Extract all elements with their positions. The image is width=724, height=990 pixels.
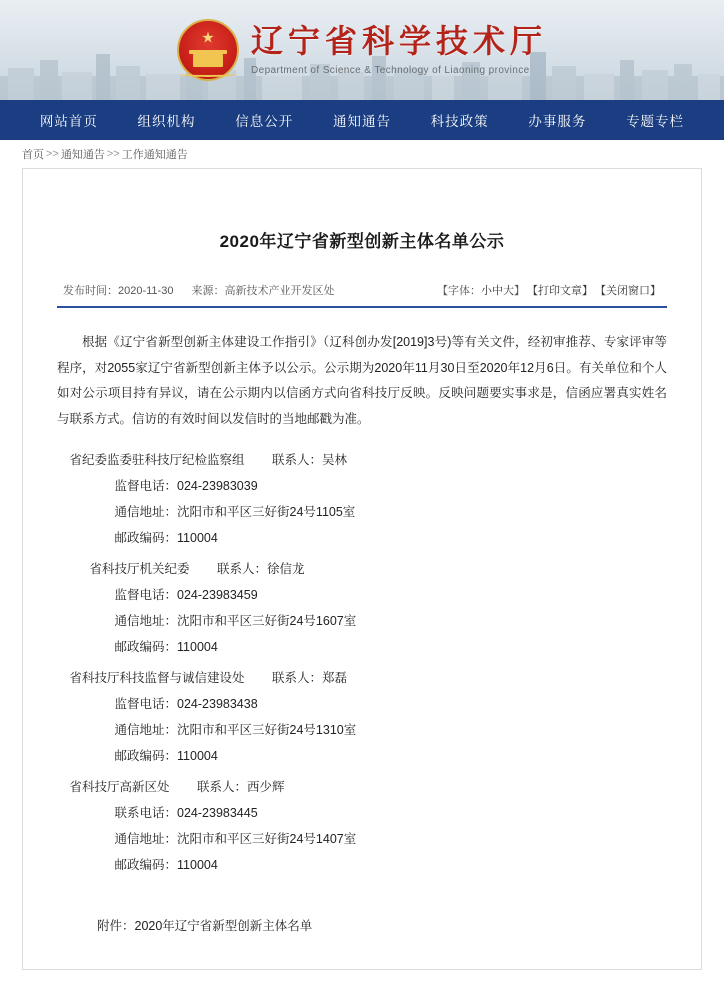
contact-line: 监督电话：024-23983459 [114, 587, 258, 602]
article-meta [57, 282, 667, 306]
contact-line: 邮政编码：110004 [114, 531, 218, 546]
font-size-medium[interactable]: 中 [492, 285, 503, 297]
contact-org: 省科技厅机关纪委 [89, 561, 190, 576]
contact-line: 联系电话：024-23983445 [114, 805, 258, 820]
main-navigation [0, 100, 724, 140]
article-paragraph: 根据《辽宁省新型创新主体建设工作指引》（辽科创办发[2019]3号)等有关文件，经初审推荐、专家评审等程序，对2055家辽宁省新型创新主体予以公示。公示期为2020年11月30日至2020年12月6日。有关单位和个人如对公示项目持有异议，请在公示期内以信函方式向省科技厅反映。反映问题要实事求是，信函应署真实姓名与联系方式。信访的有效时间以发信时的当地邮戳为准。 [57, 335, 667, 426]
breadcrumb-separator: >> [46, 148, 59, 160]
attachment-line[interactable]: 附件：2020年辽宁省新型创新主体名单 [97, 918, 313, 933]
site-subtitle: Department of Science & Technology of Liaoning province [250, 64, 530, 76]
breadcrumb [0, 140, 724, 168]
breadcrumb-item-notices[interactable]: 通知通告 [60, 149, 105, 161]
contact-line: 邮政编码：110004 [114, 640, 218, 655]
article-source: 来源：高新技术产业开发区处 [191, 285, 335, 297]
contact-line: 通信地址：沈阳市和平区三好街24号1407室 [114, 832, 357, 846]
contact-label: 联系人： [272, 670, 323, 685]
breadcrumb-item-work-notices[interactable]: 工作通知通告 [121, 149, 188, 161]
contact-line: 通信地址：沈阳市和平区三好街24号1105室 [114, 505, 356, 519]
article-body [57, 330, 667, 939]
contact-group [57, 447, 667, 552]
breadcrumb-item-home[interactable]: 首页 [22, 149, 44, 161]
contact-line: 邮政编码：110004 [114, 749, 218, 764]
nav-item-info-disclosure[interactable]: 信息公开 [235, 114, 294, 129]
contact-line: 监督电话：024-23983438 [114, 696, 258, 711]
contact-line: 邮政编码：110004 [114, 858, 218, 873]
breadcrumb-separator-2: >> [106, 148, 120, 160]
font-size-small[interactable]: 小 [481, 285, 492, 297]
nav-item-policy[interactable]: 科技政策 [430, 114, 489, 129]
contact-group-header [57, 774, 667, 800]
contact-label: 联系人： [217, 561, 268, 576]
contact-org: 省科技厅科技监督与诚信建设处 [69, 670, 245, 685]
site-banner [0, 0, 724, 100]
contact-group [57, 774, 667, 879]
contact-name: 徐信龙 [267, 561, 305, 576]
publish-time: 发布时间：2020-11-30 [63, 285, 174, 297]
contact-line: 监督电话：024-23983039 [114, 478, 258, 493]
national-emblem-icon: ★ [177, 19, 239, 81]
contact-label: 联系人： [197, 779, 248, 794]
nav-item-home[interactable]: 网站首页 [39, 114, 98, 129]
meta-divider [57, 306, 667, 308]
contact-org: 省科技厅高新区处 [69, 779, 170, 794]
contact-line: 通信地址：沈阳市和平区三好街24号1310室 [114, 723, 357, 737]
nav-item-special-columns[interactable]: 专题专栏 [626, 114, 685, 129]
page-content-wrapper [0, 168, 724, 990]
print-article-button[interactable]: 【打印文章】 [527, 285, 593, 297]
contact-group [57, 665, 667, 770]
contact-group [57, 556, 667, 661]
font-size-controls: 【字体：小中大】 [437, 285, 525, 297]
nav-item-organization[interactable]: 组织机构 [137, 114, 196, 129]
contact-name: 郑磊 [322, 670, 348, 685]
contact-group-header [57, 447, 667, 473]
page-title: 2020年辽宁省新型创新主体名单公示 [219, 232, 505, 251]
contact-org: 省纪委监委驻科技厅纪检监察组 [69, 452, 245, 467]
contact-line: 通信地址：沈阳市和平区三好街24号1607室 [114, 614, 357, 628]
contact-group-header [57, 556, 667, 582]
contact-name: 吴林 [322, 452, 348, 467]
nav-item-services[interactable]: 办事服务 [528, 114, 587, 129]
contact-group-header [57, 665, 667, 691]
site-title: 辽宁省科学技术厅 [250, 23, 547, 60]
contact-label: 联系人： [272, 452, 323, 467]
contact-name: 西少辉 [247, 779, 285, 794]
article-card [22, 168, 702, 970]
nav-item-notices[interactable]: 通知通告 [332, 114, 391, 129]
close-window-button[interactable]: 【关闭窗口】 [595, 285, 661, 297]
font-size-large[interactable]: 大 [503, 285, 514, 297]
